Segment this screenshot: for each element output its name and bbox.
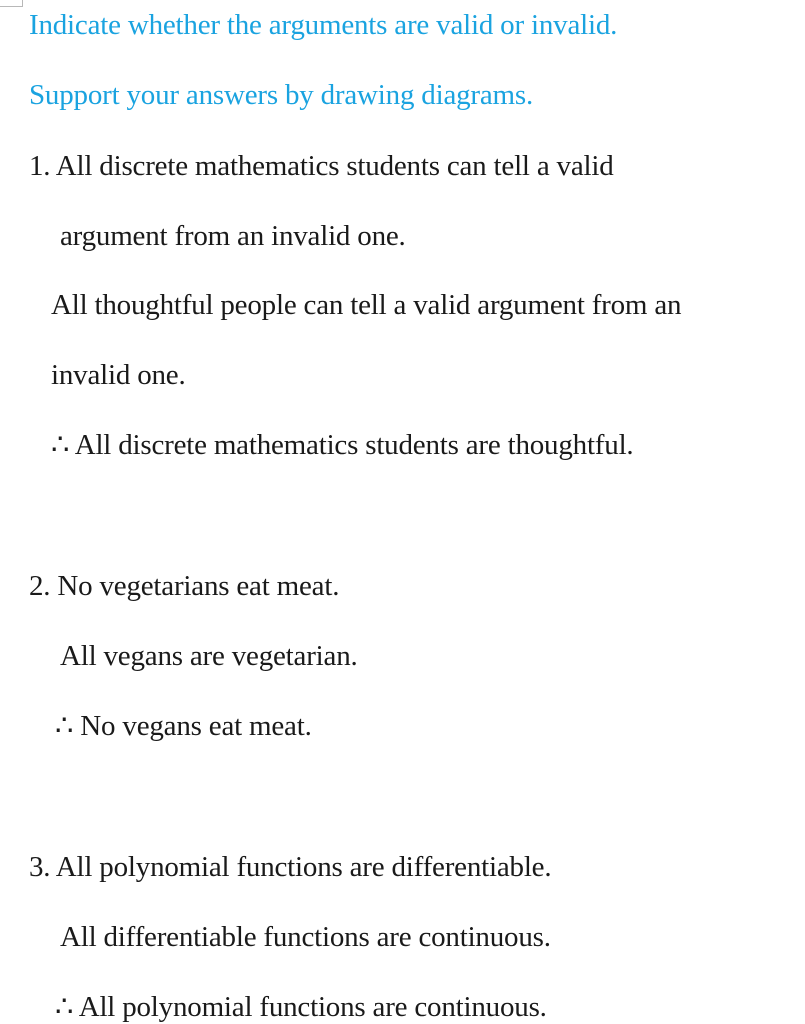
- instruction-line-1: Indicate whether the arguments are valid or invalid.: [29, 9, 618, 41]
- problem-1-conclusion: ∴ All discrete mathematics students are thoughtful.: [51, 429, 634, 461]
- problem-3-premise-1: 3. All polynomial functions are differentiable.: [29, 851, 552, 883]
- problem-3-conclusion: ∴ All polynomial functions are continuous.: [55, 991, 547, 1023]
- problem-2-premise-2: All vegans are vegetarian.: [60, 640, 358, 672]
- problem-3-premise-2: All differentiable functions are continuous.: [60, 921, 551, 953]
- problem-2-conclusion: ∴ No vegans eat meat.: [55, 710, 312, 742]
- problem-1-premise-2-continued: invalid one.: [51, 359, 186, 391]
- problem-1-premise-2: All thoughtful people can tell a valid argument from an: [51, 289, 682, 321]
- problem-2-premise-1: 2. No vegetarians eat meat.: [29, 570, 340, 602]
- problem-1-premise-1-continued: argument from an invalid one.: [60, 220, 406, 252]
- page-corner-mark: [0, 0, 23, 7]
- problem-1-premise-1: 1. All discrete mathematics students can tell a valid: [29, 150, 614, 182]
- instruction-line-2: Support your answers by drawing diagrams.: [29, 79, 534, 111]
